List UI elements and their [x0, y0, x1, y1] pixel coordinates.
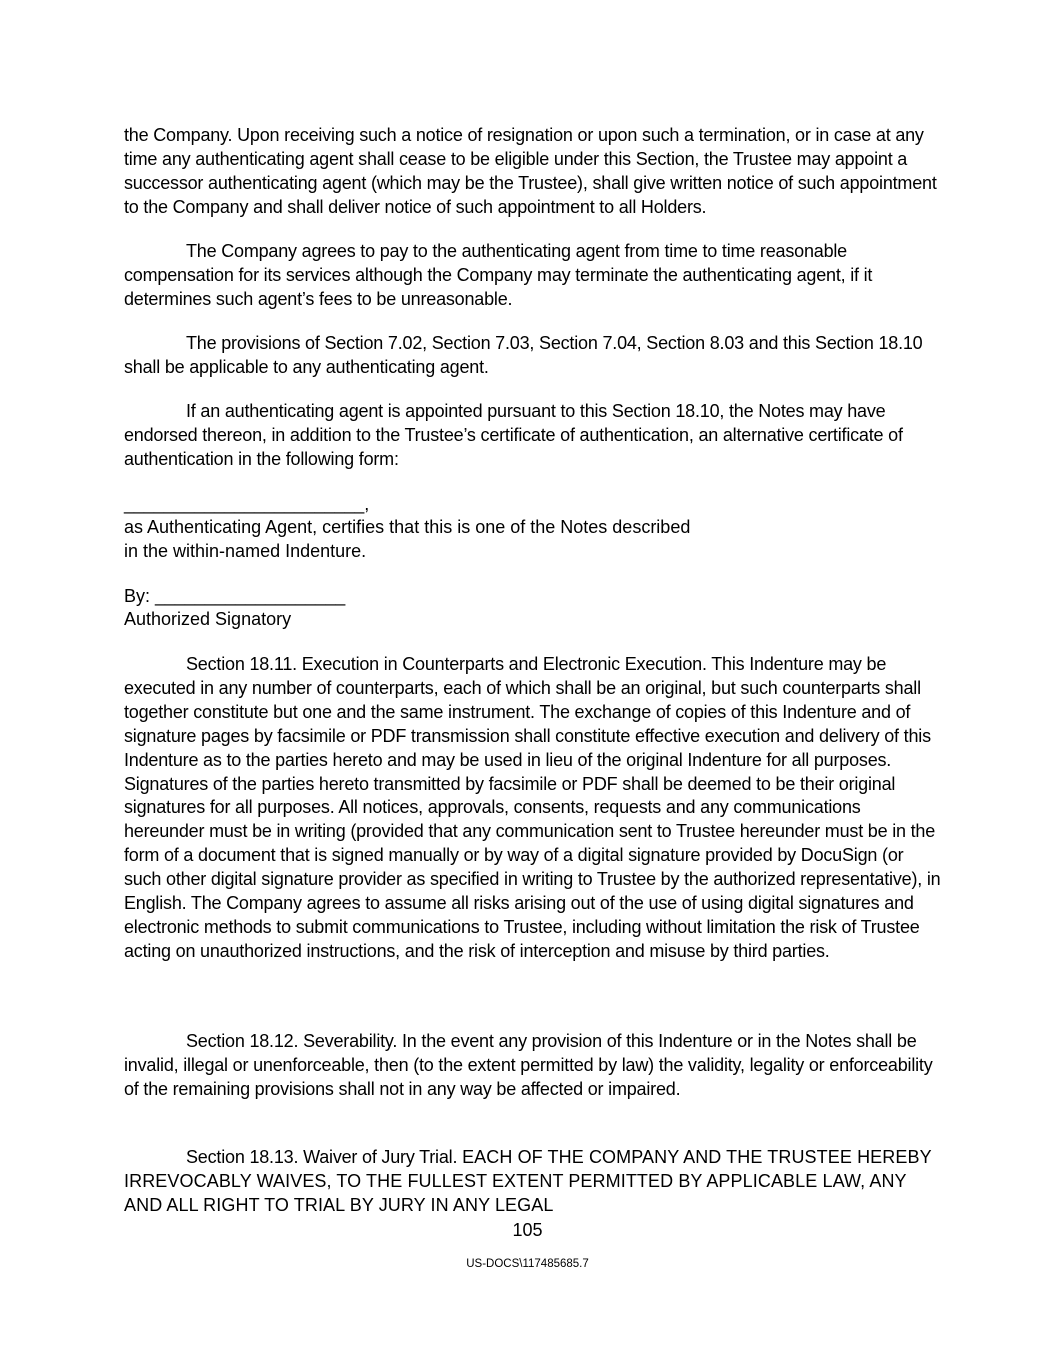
- paragraph-resignation: the Company. Upon receiving such a notice of resignation or upon such a termination, or in case at any time any authenticating agent shall cease to be eligible under this Section, the Trustee may appoint a successor authenticating agent (which may be the Trustee), shall give written notice of such appointment to the Company and shall deliver notice of such appointment to all Holders.: [124, 125, 937, 217]
- signature-by-line: By: ___________________: [124, 586, 346, 606]
- section-18-13: [124, 1146, 944, 1218]
- section-18-13-waiver-text: EACH OF THE COMPANY AND THE TRUSTEE HEREBY IRREVOCABLY WAIVES, TO THE FULLEST EXTENT PERMITTED BY APPLICABLE LAW, ANY AND ALL RIGHT TO TRIAL BY JURY IN ANY LEGAL: [124, 1147, 932, 1215]
- document-id: US-DOCS\117485685.7: [466, 1258, 589, 1270]
- paragraph-alternative-certificate: If an authenticating agent is appointed pursuant to this Section 18.10, the Notes may have endorsed thereon, in addition to the Trustee’s certificate of authentication, an alternative certificate of authentication in the following form:: [124, 401, 903, 469]
- certificate-blank-line: ________________________,: [124, 494, 370, 514]
- certificate-line-1: as Authenticating Agent, certifies that this is one of the Notes described: [124, 517, 691, 537]
- certificate-line-2: in the within-named Indenture.: [124, 541, 367, 561]
- section-18-13-heading: Section 18.13. Waiver of Jury Trial.: [186, 1147, 463, 1167]
- section-18-12: Section 18.12. Severability. In the event any provision of this Indenture or in the Notes shall be invalid, illegal or unenforceable, then (to the extent permitted by law) the validity, legality or enforceability of the remaining provisions shall not in any way be affected or impaired.: [124, 1031, 933, 1099]
- paragraph-provisions: The provisions of Section 7.02, Section 7.03, Section 7.04, Section 8.03 and this Section 18.10 shall be applicable to any authenticating agent.: [124, 333, 923, 377]
- signatory-label: Authorized Signatory: [124, 609, 292, 629]
- page-number: 105: [512, 1220, 543, 1240]
- paragraph-compensation: The Company agrees to pay to the authenticating agent from time to time reasonable compensation for its services although the Company may terminate the authenticating agent, if it determines such agent’s fees to be unreasonable.: [124, 241, 873, 309]
- section-18-11: Section 18.11. Execution in Counterparts and Electronic Execution. This Indenture may be executed in any number of counterparts, each of which shall be an original, but such counterparts shall together constitute but one and the same instrument. The exchange of copies of this Indenture and of signature pages by facsimile or PDF transmission shall constitute effective execution and delivery of this Indenture as to the parties hereto and may be used in lieu of the original Indenture for all purposes. Signatures of the parties hereto transmitted by facsimile or PDF shall be deemed to be their original signatures for all purposes. All notices, approvals, consents, requests and any communications hereunder must be in writing (provided that any communication sent to Trustee hereunder must be in the form of a document that is signed manually or by way of a digital signature provided by DocuSign (or such other digital signature provider as specified in writing to Trustee by the authorized representative), in English. The Company agrees to assume all risks arising out of the use of using digital signatures and electronic methods to submit communications to Trustee, including without limitation the risk of Trustee acting on unauthorized instructions, and the risk of interception and misuse by third parties.: [124, 654, 941, 961]
